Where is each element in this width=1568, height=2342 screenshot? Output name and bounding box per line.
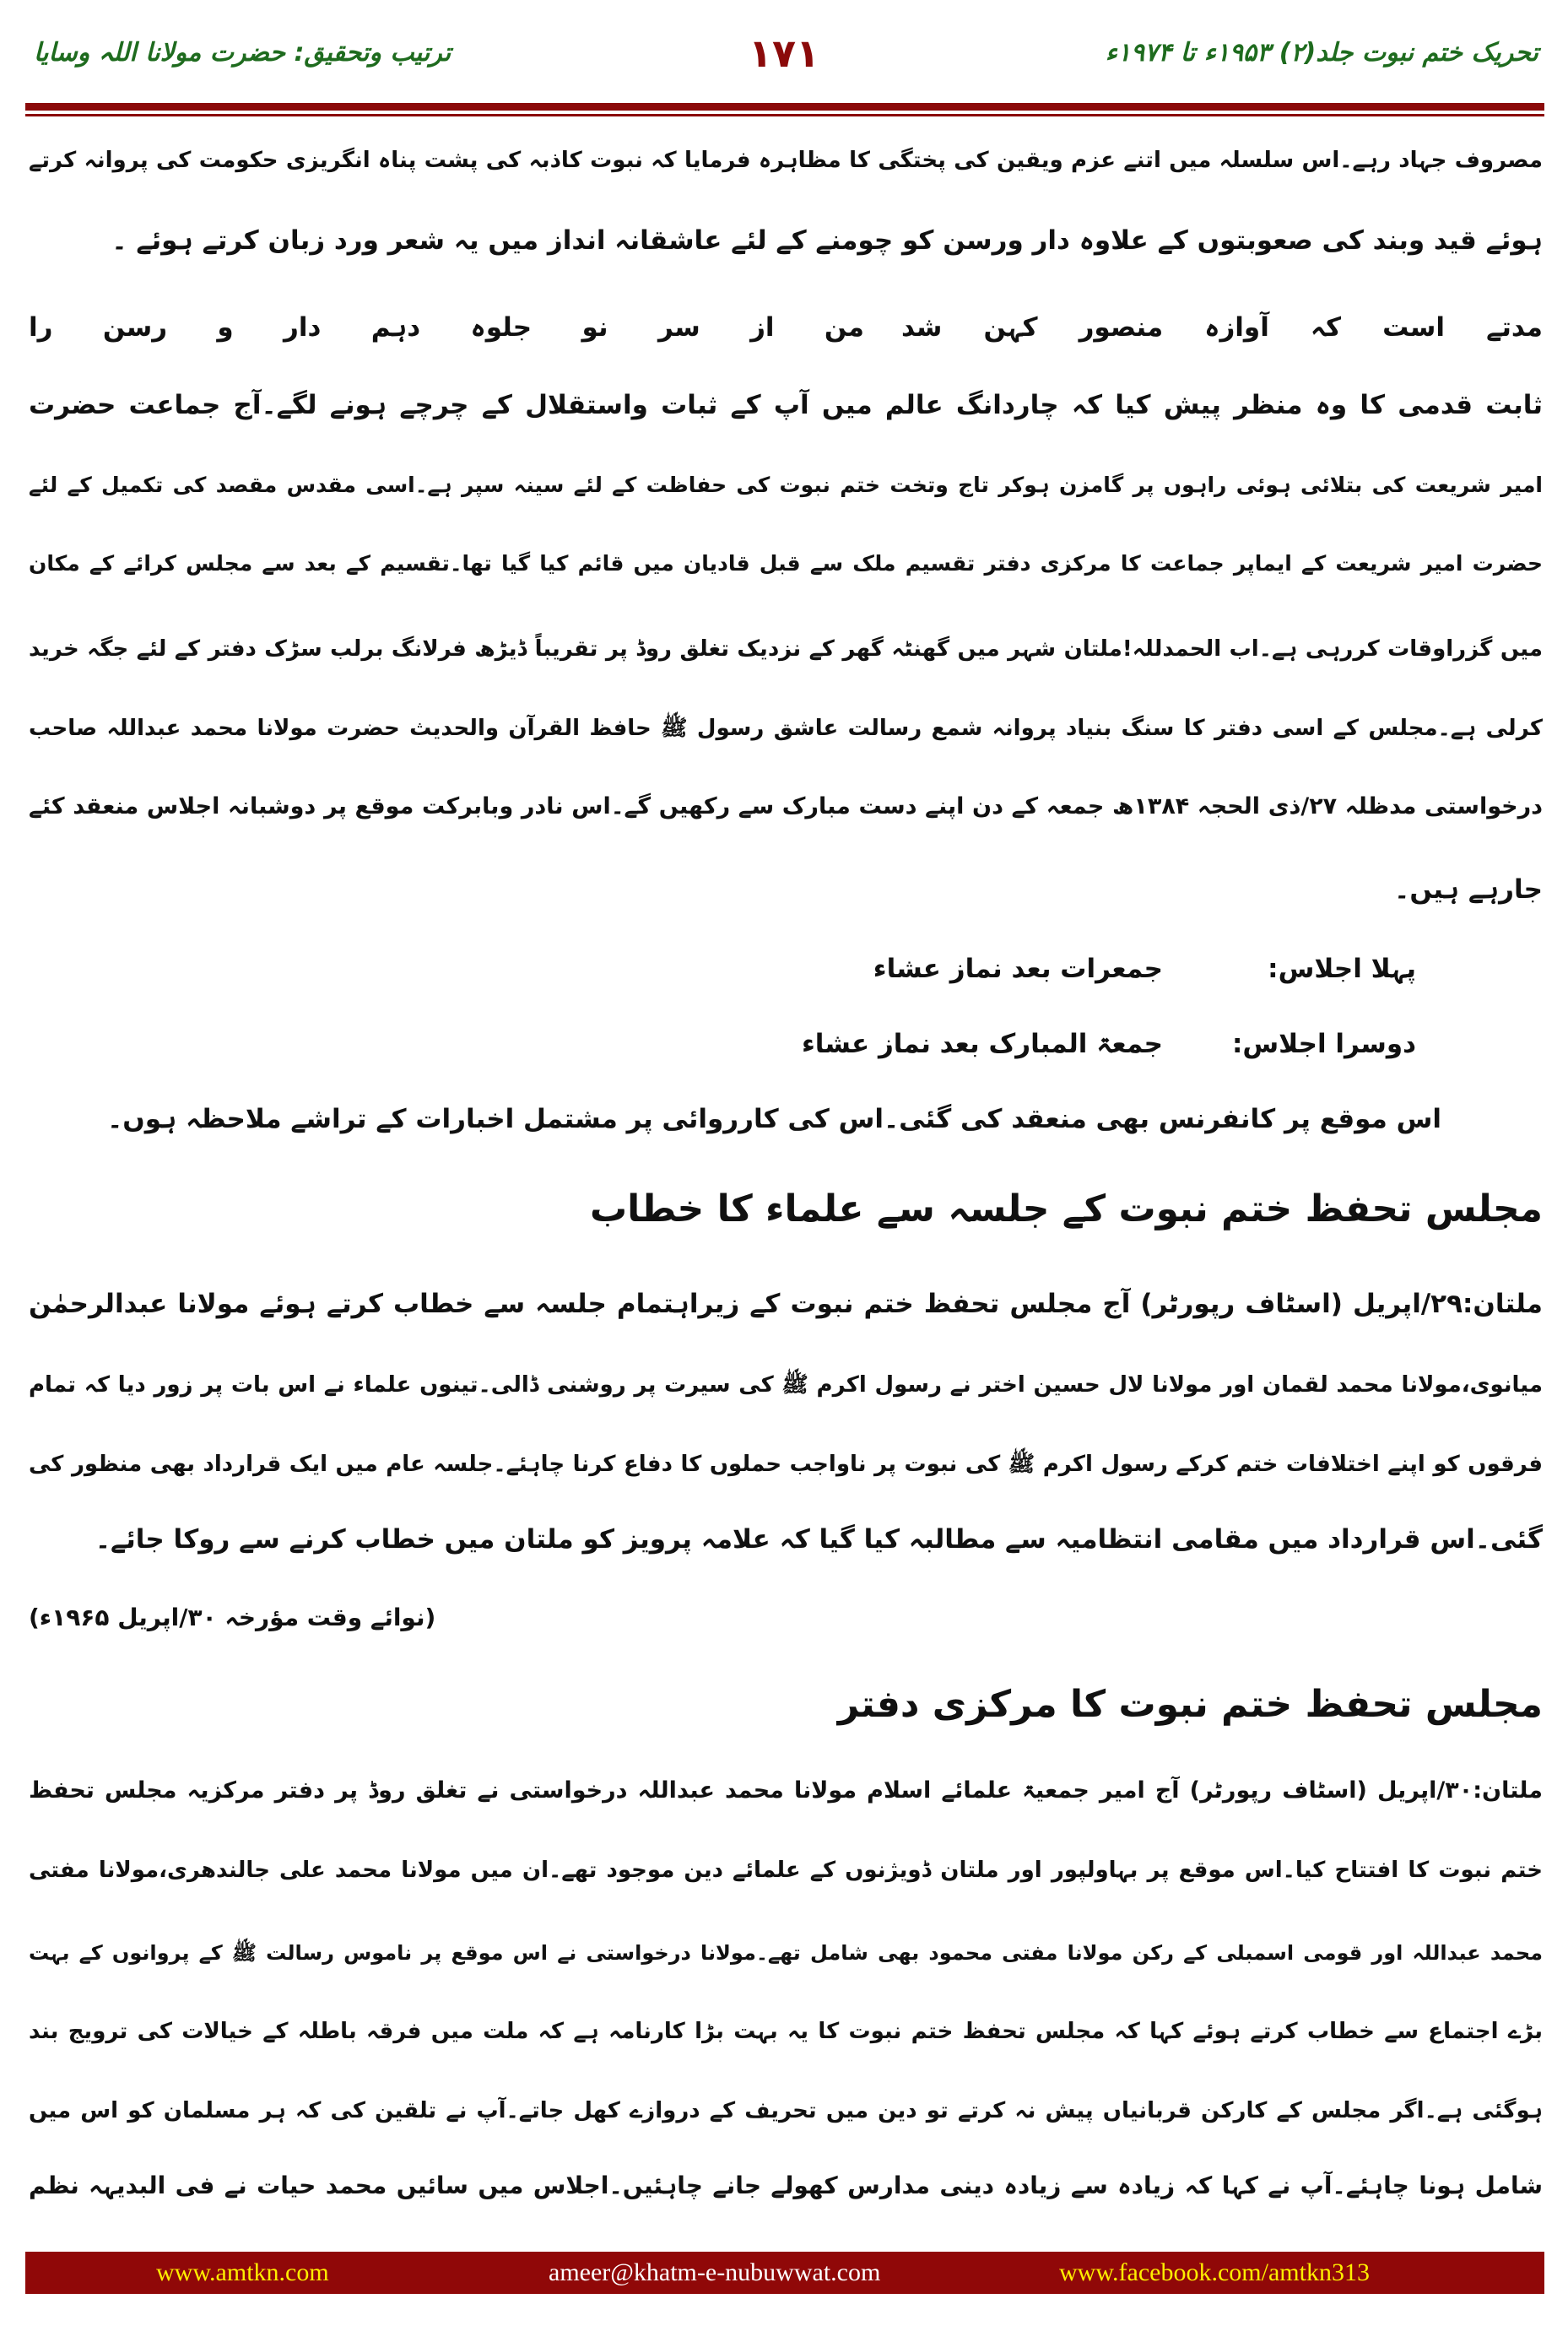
- article-heading: مجلس تحفظ ختم نبوت کا مرکزی دفتر: [837, 1683, 1543, 1726]
- verse-second-hemistich: من از سر نو جلوہ دہم دار و رسن را: [29, 312, 864, 343]
- text-line: کرلی ہے۔مجلس کے اسی دفتر کا سنگ بنیاد پروانہ شمع رسالت عاشق رسول ﷺ حافظ القرآن والحدیث حضرت مولانا محمد عبداللہ صاحب: [29, 716, 1543, 741]
- session-2: [29, 1014, 1543, 1074]
- text-line: گئی۔اس قرارداد میں مقامی انتظامیہ سے مطالبہ کیا گیا کہ علامہ پرویز کو ملتان میں خطاب کرنے سے روکا جائے۔: [95, 1524, 1543, 1555]
- book-title: تحریک ختم نبوت جلد(۲) ۱۹۵۳ء تا ۱۹۷۴ء: [1105, 38, 1538, 68]
- session-time: جمعۃ المبارک بعد نماز عشاء: [801, 1029, 1163, 1059]
- verse: [29, 298, 1543, 357]
- text-line: ثابت قدمی کا وہ منظر پیش کیا کہ چاردانگ عالم میں آپ کے ثبات واستقلال کے چرچے ہونے لگے۔آج جماعت حضرت: [29, 390, 1543, 420]
- text-line: محمد عبداللہ اور قومی اسمبلی کے رکن مولانا مفتی محمود بھی شامل تھے۔مولانا درخواستی نے اس موقع پر ناموس رسالت ﷺ کے پروانوں کے بہت: [29, 1941, 1543, 1965]
- compiler-credit: ترتیب وتحقیق: حضرت مولانا اللہ وسایا: [34, 38, 451, 68]
- text-line: ملتان:۳۰/اپریل (اسٹاف رپورٹر) آج امیر جمعیۃ علمائے اسلام مولانا محمد عبداللہ درخواستی نے تغلق روڈ پر دفتر مرکزیہ مجلس تحفظ: [29, 1777, 1543, 1804]
- header-rule: [25, 103, 1544, 111]
- text-line: اس موقع پر کانفرنس بھی منعقد کی گئی۔اس کی کارروائی پر مشتمل اخبارات کے تراشے ملاحظہ ہوں۔: [107, 1104, 1441, 1134]
- text-line: ہوئے قید وبند کی صعوبتوں کے علاوہ دار ورسن کو چومنے کے لئے عاشقانہ انداز میں یہ شعر ورد زبان کرتے ہوئے ۔: [111, 225, 1543, 256]
- text-line: ملتان:۲۹/اپریل (اسٹاف رپورٹر) آج مجلس تحفظ ختم نبوت کے زیراہتمام جلسہ سے خطاب کرتے ہوئے مولانا عبدالرحمٰن: [29, 1289, 1543, 1319]
- session-1: [29, 939, 1543, 998]
- facebook-link[interactable]: www.facebook.com/amtkn313: [1059, 2258, 1370, 2286]
- text-line: حضرت امیر شریعت کے ایماپر جماعت کا مرکزی دفتر تقسیم ملک سے قبل قادیان میں قائم کیا گیا تھا۔تقسیم کے بعد سے مجلس کرائے کے مکان: [29, 551, 1543, 576]
- email-link[interactable]: ameer@khatm-e-nubuwwat.com: [549, 2258, 881, 2286]
- text-line: ختم نبوت کا افتتاح کیا۔اس موقع پر بہاولپور اور ملتان ڈویژنوں کے علمائے دین موجود تھے۔ان میں مولانا محمد علی جالندھری،مولانا مفتی: [29, 1858, 1543, 1883]
- source-citation: (نوائے وقت مؤرخہ ۳۰/اپریل ۱۹۶۵ء): [29, 1604, 436, 1631]
- text-line: مصروف جہاد رہے۔اس سلسلہ میں اتنے عزم ویقین کی پختگی کا مظاہرہ فرمایا کہ نبوت کاذبہ کی پشت پناہ انگریزی حکومت کی پروانہ کرتے: [29, 148, 1543, 173]
- session-label: دوسرا اجلاس:: [1231, 1029, 1416, 1059]
- text-line: فرقوں کو اپنے اختلافات ختم کرکے رسول اکرم ﷺ کی نبوت پر ناواجب حملوں کا دفاع کرنا چاہئے۔جلسہ عام میں ایک قرارداد بھی منظور کی: [29, 1452, 1543, 1477]
- text-line: شامل ہونا چاہئے۔آپ نے کہا کہ زیادہ سے زیادہ دینی مدارس کھولے جانے چاہئیں۔اجلاس میں سائیں محمد حیات نے فی البدیہہ نظم: [29, 2172, 1543, 2199]
- footer-bar: [25, 2252, 1544, 2294]
- page-number: ۱۷۱: [748, 30, 820, 76]
- text-line: بڑے اجتماع سے خطاب کرتے ہوئے کہا کہ مجلس تحفظ ختم نبوت کا یہ بہت بڑا کارنامہ ہے کہ ملت میں فرقہ باطلہ کے خیالات کی ترویج بند: [29, 2019, 1543, 2044]
- text-line: ہوگئی ہے۔اگر مجلس کے کارکن قربانیاں پیش نہ کرتے تو دین میں تحریف کے دروازے کھل جاتے۔آپ نے تلقین کی کہ ہر مسلمان کو اس میں: [29, 2098, 1543, 2123]
- header-rule-thin: [25, 114, 1544, 116]
- session-label: پہلا اجلاس:: [1268, 954, 1416, 984]
- website-link[interactable]: www.amtkn.com: [156, 2258, 329, 2286]
- text-line: جارہے ہیں۔: [1394, 874, 1543, 905]
- text-line: درخواستی مدظلہ ۲۷/ذی الحجہ ۱۳۸۴ھ جمعہ کے دن اپنے دست مبارک سے رکھیں گے۔اس نادر وبابرکت موقع پر دوشبانہ اجلاس منعقد کئے: [29, 793, 1543, 819]
- text-line: امیر شریعت کی بتلائی ہوئی راہوں پر گامزن ہوکر تاج وتخت ختم نبوت کی حفاظت کے لئے سینہ سپر ہے۔اسی مقدس مقصد کی تکمیل کے لئے: [29, 473, 1543, 497]
- session-time: جمعرات بعد نماز عشاء: [873, 954, 1163, 984]
- text-line: میں گزراوقات کررہی ہے۔اب الحمدللہ!ملتان شہر میں گھنٹہ گھر کے نزدیک تغلق روڈ پر تقریباً ڈیڑھ فرلانگ برلب سڑک دفتر کے لئے جگہ خرید: [29, 636, 1544, 662]
- verse-first-hemistich: مدتے است کہ آوازہ منصور کہن شد: [901, 312, 1543, 343]
- article-heading: مجلس تحفظ ختم نبوت کے جلسہ سے علماء کا خطاب: [589, 1187, 1543, 1230]
- text-line: میانوی،مولانا محمد لقمان اور مولانا لال حسین اختر نے رسول اکرم ﷺ کی سیرت پر روشنی ڈالی۔تینوں علماء نے اس بات پر زور دیا کہ تمام: [29, 1372, 1543, 1398]
